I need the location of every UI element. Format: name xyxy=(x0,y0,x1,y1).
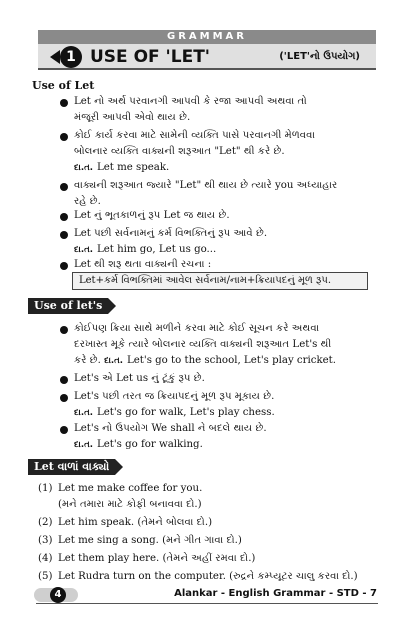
item-text: કરે છે. xyxy=(74,355,101,366)
example-text: Let's go to the school, Let's play cricket. xyxy=(127,355,337,366)
item-text: Let him speak. (તેમને બોલવા દો.) xyxy=(58,517,213,528)
example-label: દા.ત. xyxy=(104,356,123,366)
example xyxy=(74,160,370,176)
list-item xyxy=(74,128,370,176)
item-text: Let me make coffee for you. xyxy=(58,483,203,494)
numbered-item xyxy=(38,481,378,513)
list-item xyxy=(74,389,370,421)
list-item xyxy=(74,257,370,273)
item-text: Let Rudra turn on the computer. (રુદ્રને કમ્પ્યૂટર ચાલુ કરવા દો.) xyxy=(58,571,358,582)
footer-divider xyxy=(36,603,378,604)
item-text: દરખાસ્ત મૂકે ત્યારે બોલનાર વ્યક્તિ વાક્યની શરૂઆત Let's થી xyxy=(74,339,332,350)
item-text: વાક્યની શરૂઆત જ્યારે "Let" થી થાય છે ત્યારે you અધ્યાહાર xyxy=(74,180,338,191)
item-number: (4) xyxy=(38,553,53,564)
footer-book-title: Alankar - English Grammar - STD - 7 xyxy=(174,588,377,599)
bullet-icon xyxy=(60,99,68,107)
grammar-banner: GRAMMAR xyxy=(38,30,376,44)
item-text: Let નો અર્થ પરવાનગી આપવી કે રજા આપવી અથવા તો xyxy=(74,96,307,107)
numbered-item xyxy=(38,551,378,567)
example xyxy=(74,437,370,453)
list-item xyxy=(74,371,370,387)
section-heading-use-of-lets: Use of let's xyxy=(28,298,108,314)
bullet-icon xyxy=(60,394,68,402)
chapter-subtitle: ('LET'નો ઉપયોગ) xyxy=(279,51,360,62)
item-text: કોઈ કાર્ય કરવા માટે સામેની વ્યક્તિ પાસે પરવાનગી મેળવવા xyxy=(74,130,315,141)
list-item xyxy=(74,208,370,224)
chapter-title: USE OF 'LET' xyxy=(90,47,211,67)
section-heading-use-of-let: Use of Let xyxy=(32,79,95,92)
page-number: 4 xyxy=(50,587,66,603)
bullet-icon xyxy=(60,231,68,239)
chapter-number: 1 xyxy=(60,46,82,68)
example xyxy=(74,353,370,369)
item-text: Let me sing a song. (મને ગીત ગાવા દો.) xyxy=(58,535,242,546)
example-label: દા.ત. xyxy=(74,440,93,450)
example-label: દા.ત. xyxy=(74,408,93,418)
bullet-icon xyxy=(60,213,68,221)
item-text: રહે છે. xyxy=(74,196,101,207)
arrow-icon xyxy=(50,50,60,64)
numbered-item xyxy=(38,569,378,585)
list-item xyxy=(74,421,370,453)
item-number: (1) xyxy=(38,483,53,494)
item-text: Let's નો ઉપયોગ We shall ને બદલે થાય છે. xyxy=(74,423,267,434)
list-item xyxy=(74,178,370,210)
structure-rule-box: Let+કર્મ વિભક્તિમાં આવેલ સર્વનામ/નામ+ક્રિયાપદનું મૂળ રૂપ. xyxy=(72,272,368,290)
example-text: Let me speak. xyxy=(96,162,170,173)
list-item xyxy=(74,321,370,369)
example xyxy=(74,242,370,258)
item-text: Let પછી સર્વનામનું કર્મ વિભક્તિનું રૂપ આવે છે. xyxy=(74,228,268,239)
item-number: (2) xyxy=(38,517,53,528)
item-translation: (મને તમારા માટે કોફી બનાવવા દો.) xyxy=(58,499,202,510)
bullet-icon xyxy=(60,326,68,334)
example-label: દા.ત. xyxy=(74,245,93,255)
example-label: દા.ત. xyxy=(74,163,93,173)
example-text: Let's go for walk, Let's play chess. xyxy=(96,407,275,418)
item-number: (5) xyxy=(38,571,53,582)
item-text: Let's પછી તરત જ ક્રિયાપદનું મૂળ રૂપ મૂકાય છે. xyxy=(74,391,275,402)
chapter-title-box xyxy=(38,44,376,70)
item-number: (3) xyxy=(38,535,53,546)
bullet-icon xyxy=(60,426,68,434)
item-text: Let's એ Let us નું ટૂંકું રૂપ છે. xyxy=(74,373,205,384)
example-text: Let him go, Let us go... xyxy=(96,244,217,255)
item-text: મંજૂરી આપવી એવો થાય છે. xyxy=(74,112,191,123)
item-text: Let them play here. (તેમને અહીં રમવા દો.) xyxy=(58,553,256,564)
bullet-icon xyxy=(60,183,68,191)
bullet-icon xyxy=(60,262,68,270)
item-text: Let થી શરૂ થતા વાક્યની રચના : xyxy=(74,259,212,270)
item-text: કોઈપણ ક્રિયા સાથે મળીને કરવા માટે કોઈ સૂચન કરે અથવા xyxy=(74,323,320,334)
section-heading-let-sentences: Let વાળાં વાક્યો xyxy=(28,459,115,475)
numbered-item xyxy=(38,533,378,549)
example-text: Let's go for walking. xyxy=(96,439,203,450)
bullet-icon xyxy=(60,133,68,141)
item-text: બોલનાર વ્યક્તિ વાક્યની શરૂઆત "Let" થી કરે છે. xyxy=(74,146,285,157)
bullet-icon xyxy=(60,376,68,384)
numbered-item xyxy=(38,515,378,531)
list-item xyxy=(74,94,370,126)
item-text: Let નું ભૂતકાળનું રૂપ Let જ થાય છે. xyxy=(74,210,230,221)
list-item xyxy=(74,226,370,258)
example xyxy=(74,405,370,421)
